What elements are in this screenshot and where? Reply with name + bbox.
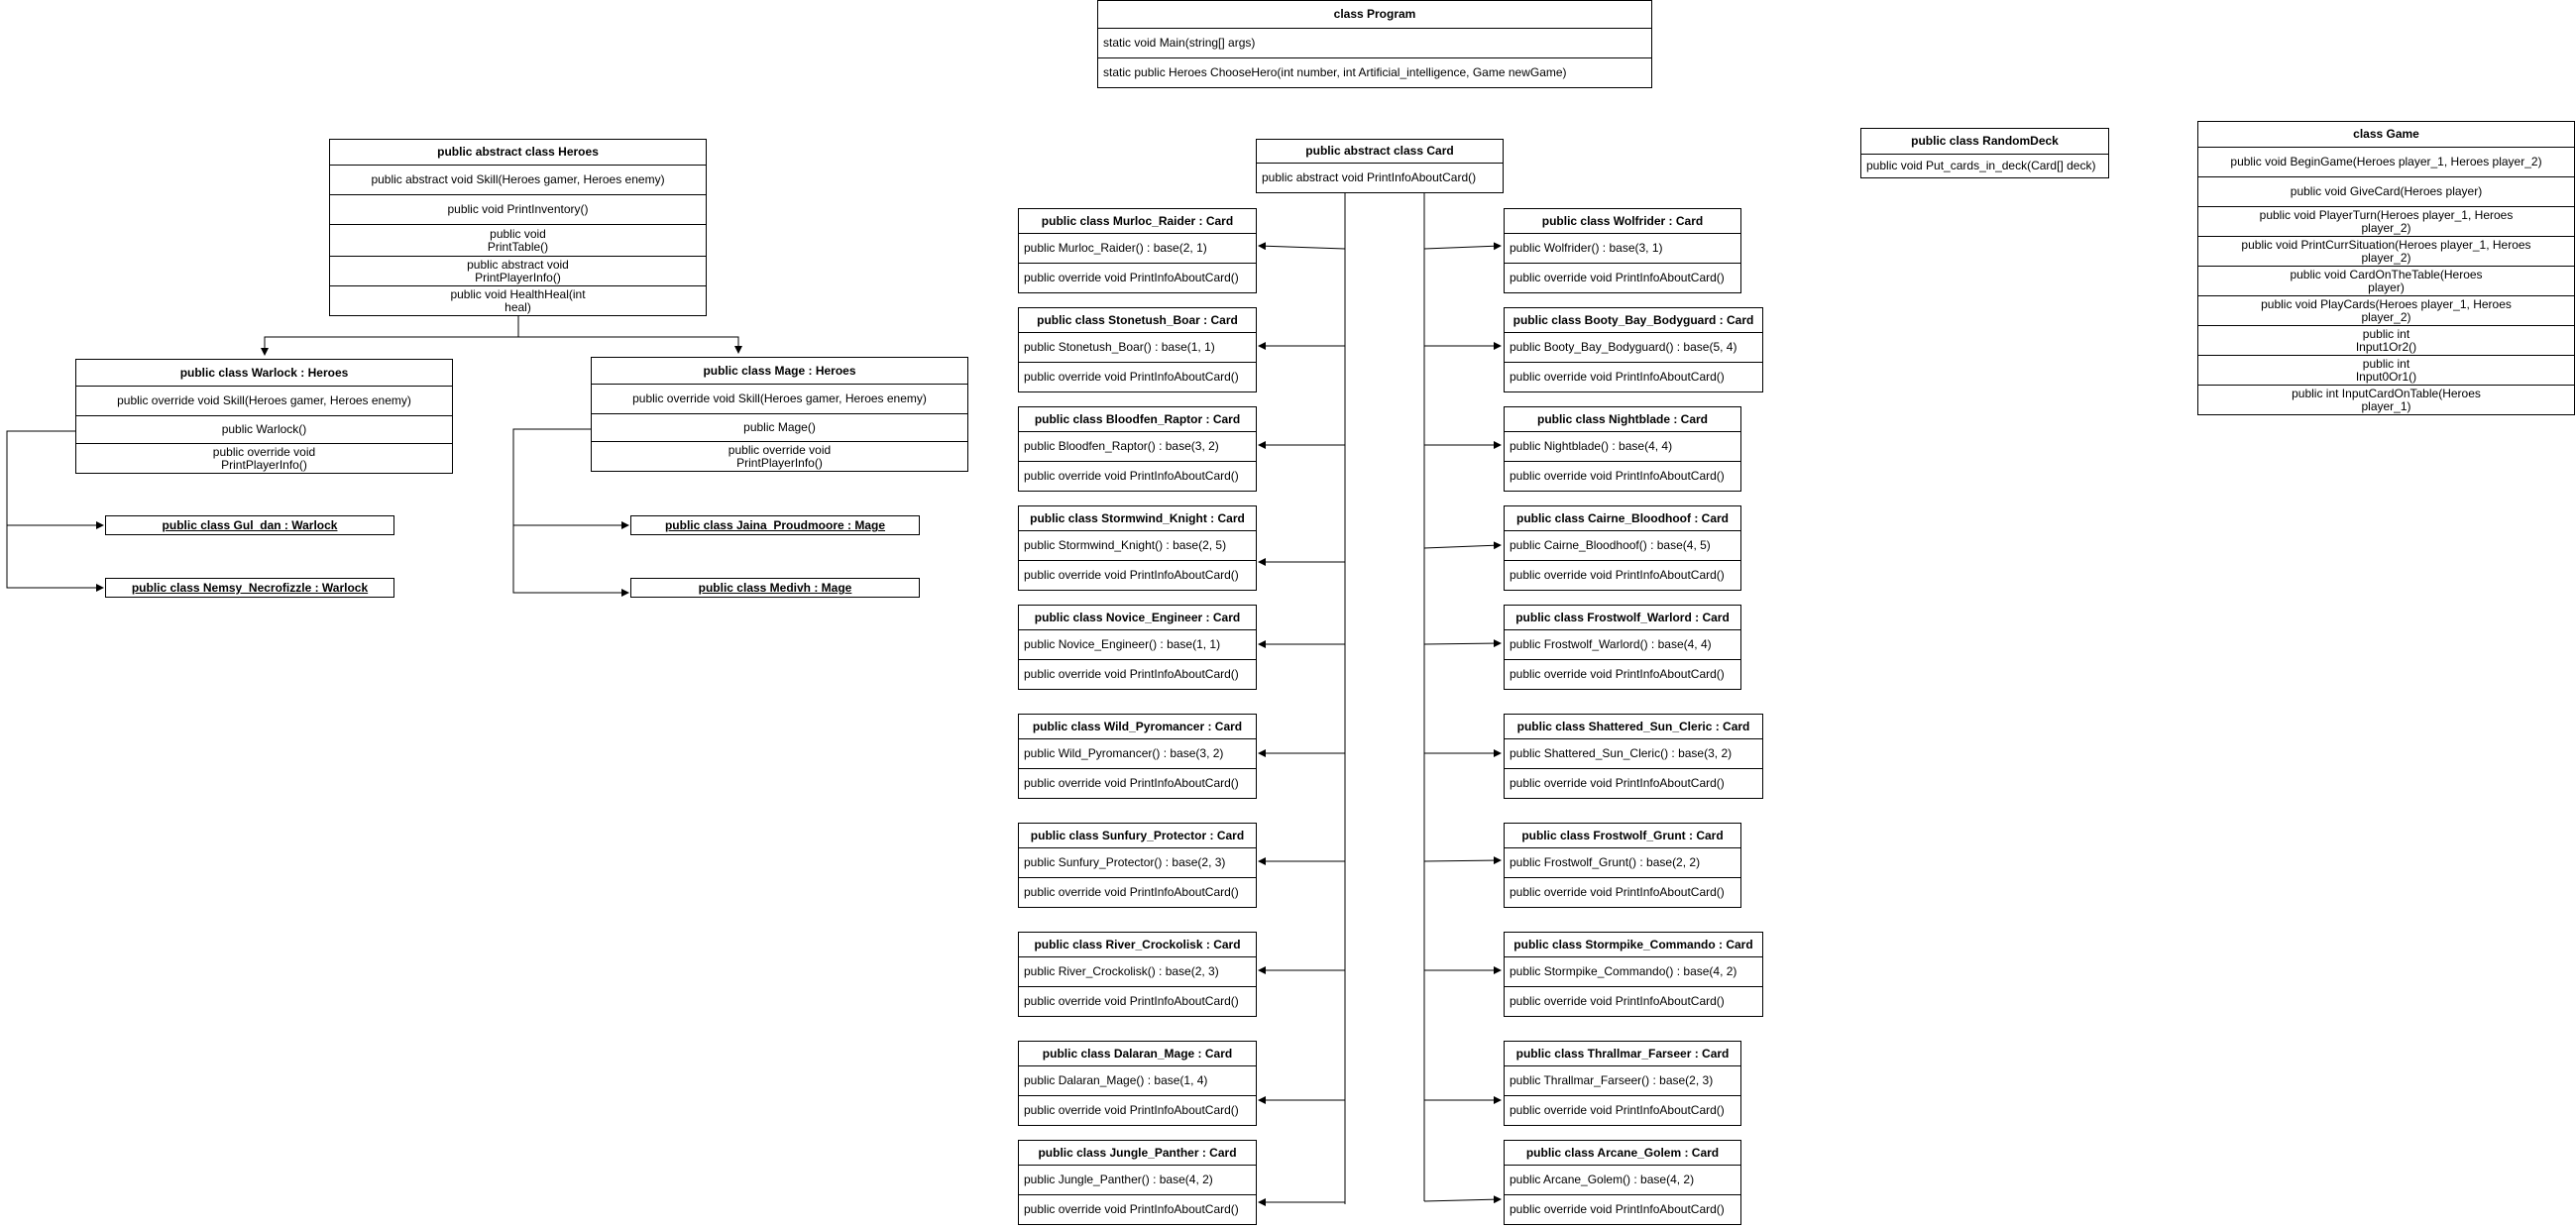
card-sunfury-protector-member: public Sunfury_Protector() : base(2, 3) [1019, 847, 1256, 877]
class-random-deck[interactable] [1860, 128, 2109, 178]
card-bloodfen-raptor-title: public class Bloodfen_Raptor : Card [1034, 411, 1241, 426]
class-random-deck-member: public void Put_cards_in_deck(Card[] deck) [1861, 154, 2108, 177]
connector [1424, 246, 1501, 249]
card-sunfury-protector-member: public override void PrintInfoAboutCard() [1019, 877, 1256, 907]
card-arcane-golem-member: public Arcane_Golem() : base(4, 2) [1505, 1165, 1740, 1194]
card-dalaran-mage-member: public override void PrintInfoAboutCard() [1019, 1095, 1256, 1125]
card-nightblade-member: public Nightblade() : base(4, 4) [1505, 431, 1740, 461]
class-game[interactable] [2197, 121, 2575, 415]
class-warlock[interactable] [75, 359, 453, 474]
class-heroes-member: public abstract void Skill(Heroes gamer, Heroes enemy) [330, 165, 706, 194]
class-heroes-member: public abstract void PrintPlayerInfo() [330, 256, 706, 285]
card-sunfury-protector[interactable] [1018, 823, 1257, 908]
card-frostwolf-warlord-member: public Frostwolf_Warlord() : base(4, 4) [1505, 629, 1740, 659]
card-jungle-panther-member: public override void PrintInfoAboutCard() [1019, 1194, 1256, 1224]
card-thrallmar-farseer-member: public Thrallmar_Farseer() : base(2, 3) [1505, 1065, 1740, 1095]
class-card[interactable] [1256, 139, 1504, 193]
card-dalaran-mage-member: public Dalaran_Mage() : base(1, 4) [1019, 1065, 1256, 1095]
class-mage-title: public class Mage : Heroes [703, 363, 856, 378]
card-frostwolf-grunt-member: public Frostwolf_Grunt() : base(2, 2) [1505, 847, 1740, 877]
class-mage[interactable] [591, 357, 968, 472]
class-card-title: public abstract class Card [1305, 144, 1454, 158]
connector [1424, 860, 1501, 861]
card-jungle-panther[interactable] [1018, 1140, 1257, 1225]
card-arcane-golem[interactable] [1504, 1140, 1741, 1225]
card-nightblade-title: public class Nightblade : Card [1536, 411, 1709, 426]
class-program[interactable] [1097, 0, 1652, 88]
class-warlock-title: public class Warlock : Heroes [179, 365, 349, 380]
card-murloc-raider-title: public class Murloc_Raider : Card [1041, 213, 1234, 228]
class-heroes-title: public abstract class Heroes [437, 145, 599, 159]
class-gul-dan[interactable]: public class Gul_dan : Warlock [105, 515, 394, 535]
card-stonetush-boar[interactable] [1018, 307, 1257, 392]
card-frostwolf-grunt[interactable] [1504, 823, 1741, 908]
class-mage-member: public override void PrintPlayerInfo() [592, 441, 967, 471]
card-shattered-sun-cleric[interactable] [1504, 714, 1763, 799]
card-stormpike-commando-member: public override void PrintInfoAboutCard() [1505, 986, 1762, 1016]
card-frostwolf-grunt-title: public class Frostwolf_Grunt : Card [1521, 828, 1724, 842]
class-game-member: public int Input1Or2() [2198, 325, 2574, 355]
class-random-deck-title: public class RandomDeck [1911, 134, 2059, 148]
card-jungle-panther-member: public Jungle_Panther() : base(4, 2) [1019, 1165, 1256, 1194]
card-cairne-bloodhoof[interactable] [1504, 505, 1741, 591]
card-frostwolf-warlord[interactable] [1504, 605, 1741, 690]
card-booty-bay-bodyguard-member: public Booty_Bay_Bodyguard() : base(5, 4) [1505, 332, 1762, 362]
class-game-member: public void GiveCard(Heroes player) [2198, 176, 2574, 206]
class-game-member: public void BeginGame(Heroes player_1, Heroes player_2) [2198, 147, 2574, 176]
class-game-member: public void CardOnTheTable(Heroes player) [2198, 266, 2574, 295]
card-stormwind-knight-title: public class Stormwind_Knight : Card [1030, 510, 1245, 525]
card-booty-bay-bodyguard-member: public override void PrintInfoAboutCard() [1505, 362, 1762, 391]
class-game-member: public int Input0Or1() [2198, 355, 2574, 385]
card-wolfrider-member: public Wolfrider() : base(3, 1) [1505, 233, 1740, 263]
card-bloodfen-raptor-member: public override void PrintInfoAboutCard() [1019, 461, 1256, 491]
card-river-crockolisk-member: public River_Crockolisk() : base(2, 3) [1019, 956, 1256, 986]
connector [1424, 1199, 1501, 1201]
class-game-member: public int InputCardOnTable(Heroes player_1) [2198, 385, 2574, 414]
card-booty-bay-bodyguard-title: public class Booty_Bay_Bodyguard : Card [1512, 312, 1754, 327]
card-shattered-sun-cleric-title: public class Shattered_Sun_Cleric : Card [1516, 719, 1750, 733]
card-frostwolf-warlord-member: public override void PrintInfoAboutCard() [1505, 659, 1740, 689]
card-cairne-bloodhoof-member: public override void PrintInfoAboutCard() [1505, 560, 1740, 590]
card-wolfrider-member: public override void PrintInfoAboutCard() [1505, 263, 1740, 292]
class-card-member: public abstract void PrintInfoAboutCard() [1257, 163, 1503, 192]
card-wild-pyromancer-member: public Wild_Pyromancer() : base(3, 2) [1019, 738, 1256, 768]
card-dalaran-mage-title: public class Dalaran_Mage : Card [1042, 1046, 1233, 1061]
class-heroes[interactable] [329, 139, 707, 316]
connector [1259, 246, 1345, 249]
class-heroes-member: public void PrintTable() [330, 224, 706, 256]
class-game-member: public void PlayerTurn(Heroes player_1, Heroes player_2) [2198, 206, 2574, 236]
card-booty-bay-bodyguard[interactable] [1504, 307, 1763, 392]
class-mage-member: public override void Skill(Heroes gamer, Heroes enemy) [592, 384, 967, 413]
class-warlock-member: public override void PrintPlayerInfo() [76, 443, 452, 473]
class-program-title: class Program [1333, 7, 1416, 21]
card-stormpike-commando-member: public Stormpike_Commando() : base(4, 2) [1505, 956, 1762, 986]
card-novice-engineer-member: public Novice_Engineer() : base(1, 1) [1019, 629, 1256, 659]
card-nightblade-member: public override void PrintInfoAboutCard() [1505, 461, 1740, 491]
class-game-member: public void PlayCards(Heroes player_1, Heroes player_2) [2198, 295, 2574, 325]
card-wild-pyromancer-title: public class Wild_Pyromancer : Card [1032, 719, 1243, 733]
card-wild-pyromancer[interactable] [1018, 714, 1257, 799]
card-murloc-raider-member: public override void PrintInfoAboutCard() [1019, 263, 1256, 292]
card-thrallmar-farseer-member: public override void PrintInfoAboutCard() [1505, 1095, 1740, 1125]
class-mage-member: public Mage() [592, 413, 967, 441]
connector [1424, 643, 1501, 644]
card-murloc-raider[interactable] [1018, 208, 1257, 293]
card-novice-engineer-title: public class Novice_Engineer : Card [1034, 610, 1241, 624]
card-sunfury-protector-title: public class Sunfury_Protector : Card [1030, 828, 1245, 842]
card-thrallmar-farseer[interactable] [1504, 1041, 1741, 1126]
card-arcane-golem-member: public override void PrintInfoAboutCard() [1505, 1194, 1740, 1224]
card-stonetush-boar-title: public class Stonetush_Boar : Card [1037, 312, 1238, 327]
class-heroes-member: public void PrintInventory() [330, 194, 706, 224]
card-arcane-golem-title: public class Arcane_Golem : Card [1525, 1145, 1720, 1160]
class-warlock-member: public override void Skill(Heroes gamer, Heroes enemy) [76, 386, 452, 415]
card-novice-engineer-member: public override void PrintInfoAboutCard() [1019, 659, 1256, 689]
class-game-member: public void PrintCurrSituation(Heroes player_1, Heroes player_2) [2198, 236, 2574, 266]
connector [1424, 545, 1501, 548]
card-shattered-sun-cleric-member: public override void PrintInfoAboutCard() [1505, 768, 1762, 798]
card-frostwolf-grunt-member: public override void PrintInfoAboutCard() [1505, 877, 1740, 907]
card-stonetush-boar-member: public Stonetush_Boar() : base(1, 1) [1019, 332, 1256, 362]
class-warlock-member: public Warlock() [76, 415, 452, 443]
card-frostwolf-warlord-title: public class Frostwolf_Warlord : Card [1515, 610, 1730, 624]
card-bloodfen-raptor[interactable] [1018, 406, 1257, 492]
card-bloodfen-raptor-member: public Bloodfen_Raptor() : base(3, 2) [1019, 431, 1256, 461]
card-thrallmar-farseer-title: public class Thrallmar_Farseer : Card [1515, 1046, 1730, 1061]
class-program-member: static public Heroes ChooseHero(int number, int Artificial_intelligence, Game newGame) [1098, 57, 1651, 87]
card-jungle-panther-title: public class Jungle_Panther : Card [1038, 1145, 1237, 1160]
connector [518, 337, 738, 353]
class-program-member: static void Main(string[] args) [1098, 28, 1651, 57]
card-cairne-bloodhoof-member: public Cairne_Bloodhoof() : base(4, 5) [1505, 530, 1740, 560]
card-wolfrider-title: public class Wolfrider : Card [1541, 213, 1704, 228]
connector [513, 525, 628, 593]
card-river-crockolisk-member: public override void PrintInfoAboutCard() [1019, 986, 1256, 1016]
card-cairne-bloodhoof-title: public class Cairne_Bloodhoof : Card [1515, 510, 1730, 525]
connector [7, 525, 103, 588]
card-novice-engineer[interactable] [1018, 605, 1257, 690]
card-nightblade[interactable] [1504, 406, 1741, 492]
card-stormpike-commando[interactable] [1504, 932, 1763, 1017]
card-river-crockolisk-title: public class River_Crockolisk : Card [1034, 937, 1241, 951]
card-stormpike-commando-title: public class Stormpike_Commando : Card [1513, 937, 1753, 951]
class-medivh[interactable]: public class Medivh : Mage [630, 578, 920, 598]
card-stormwind-knight-member: public Stormwind_Knight() : base(2, 5) [1019, 530, 1256, 560]
card-wolfrider[interactable] [1504, 208, 1741, 293]
card-stormwind-knight[interactable] [1018, 505, 1257, 591]
connector [265, 314, 518, 355]
class-game-title: class Game [2353, 127, 2419, 141]
card-stonetush-boar-member: public override void PrintInfoAboutCard() [1019, 362, 1256, 391]
card-stormwind-knight-member: public override void PrintInfoAboutCard() [1019, 560, 1256, 590]
card-murloc-raider-member: public Murloc_Raider() : base(2, 1) [1019, 233, 1256, 263]
class-heroes-member: public void HealthHeal(int heal) [330, 285, 706, 315]
card-shattered-sun-cleric-member: public Shattered_Sun_Cleric() : base(3, 2) [1505, 738, 1762, 768]
class-jaina-proudmoore[interactable]: public class Jaina_Proudmoore : Mage [630, 515, 920, 535]
card-river-crockolisk[interactable] [1018, 932, 1257, 1017]
card-wild-pyromancer-member: public override void PrintInfoAboutCard() [1019, 768, 1256, 798]
class-nemsy-necrofizzle[interactable]: public class Nemsy_Necrofizzle : Warlock [105, 578, 394, 598]
card-dalaran-mage[interactable] [1018, 1041, 1257, 1126]
